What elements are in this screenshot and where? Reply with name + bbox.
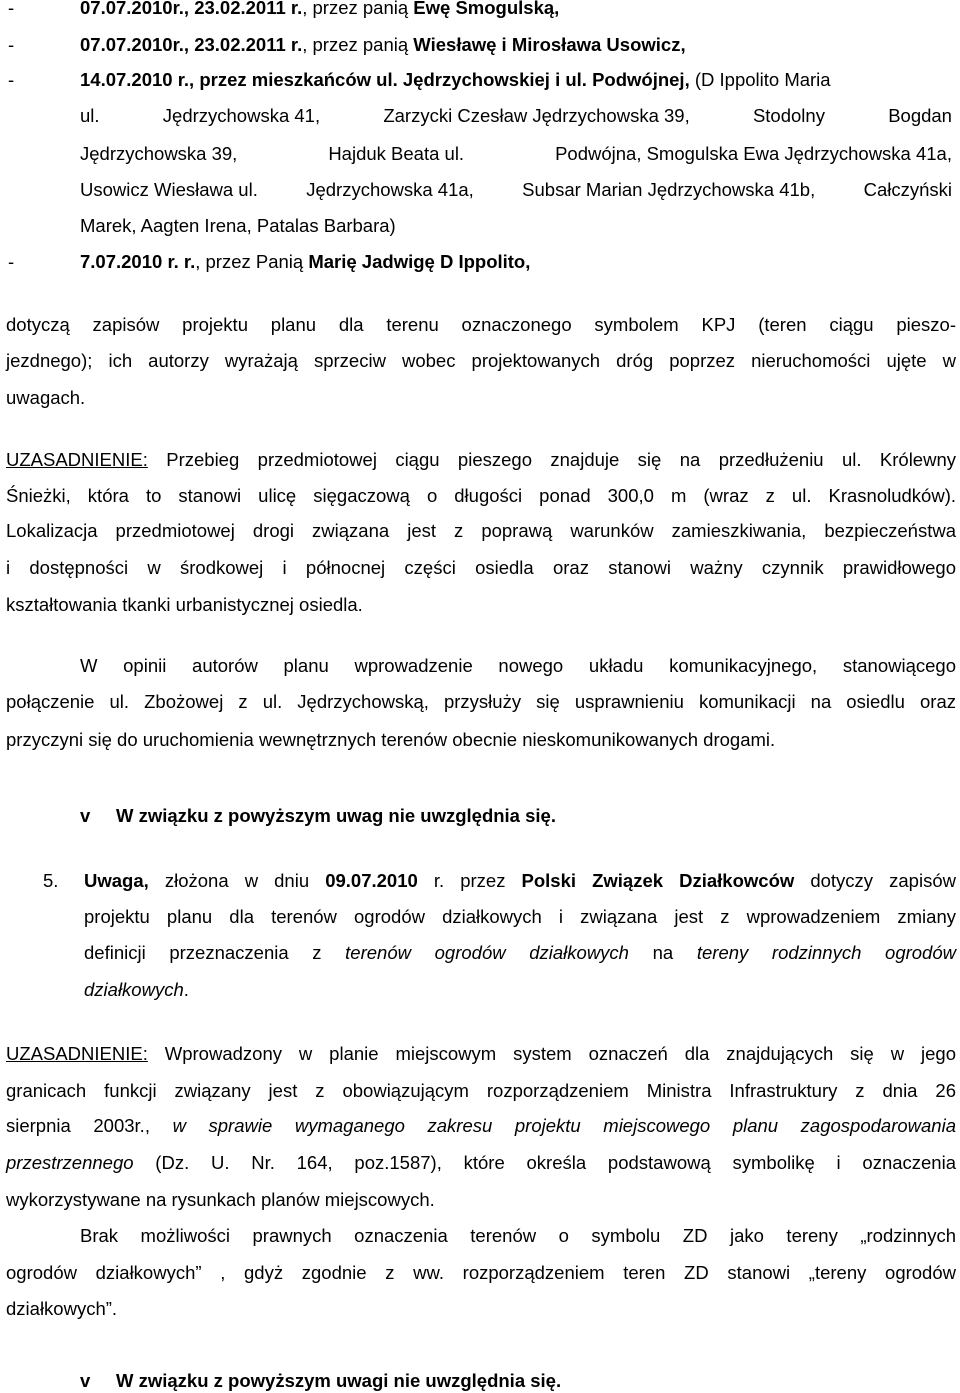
justification-line: sierpnia 2003r., w sprawie wymaganego zakresu projektu miejscowego planu zagospodarowania (6, 1115, 956, 1136)
paragraph-line: połączenie ul. Zbożowej z ul. Jędrzychowską, przysłuży się usprawnieniu komunikacji na osiedlu oraz (6, 691, 956, 712)
dates-text: 07.07.2010r., 23.02.2011 r. (80, 0, 303, 18)
connector-text: , przez panią (302, 34, 414, 55)
list-dash: - (8, 251, 15, 272)
list-dash: - (8, 0, 15, 18)
bullet-v: v (80, 1370, 91, 1391)
item5-line: działkowych. (84, 979, 189, 1000)
conclusion (80, 1369, 960, 1393)
justification-label: UZASADNIENIE: (6, 449, 148, 470)
justification-line: Śnieżki, która to stanowi ulicę sięgaczową o długości ponad 300,0 m (wraz z ul. Krasnoludków). (6, 485, 956, 506)
residents-heading: 14.07.2010 r., przez mieszkańców ul. Jędrzychowskiej i ul. Podwójnej, (80, 69, 690, 90)
person-name: Wiesławę i Mirosława Usowicz, (413, 34, 686, 55)
dates-text: 07.07.2010r., 23.02.2011 r. (80, 34, 303, 55)
paragraph-line: przyczyni się do uruchomienia wewnętrznych terenów obecnie nieskomunikowanych drogami. (6, 729, 776, 750)
paragraph-line: dotyczą zapisów projektu planu dla terenu oznaczonego symbolem KPJ (teren ciągu pieszo- (6, 314, 956, 335)
paragraph-line: ogrodów działkowych” , gdyż zgodnie z ww. rozporządzeniem teren ZD stanowi „tereny ogrodów (6, 1262, 956, 1283)
paragraph-line: jezdnego); ich autorzy wyrażają sprzeciw wobec projektowanych dróg poprzez nieruchomości ujęte w (6, 350, 956, 371)
conclusion (80, 804, 960, 828)
residents-line: Jędrzychowska 39, Hajduk Beata ul. Podwójna, Smogulska Ewa Jędrzychowska 41a, (80, 143, 952, 164)
conclusion-text: W związku z powyższym uwagi nie uwzględnia się. (116, 1370, 562, 1391)
residents-start: (D Ippolito Maria (689, 69, 831, 90)
paragraph-line: działkowych”. (6, 1298, 118, 1319)
person-name: Marię Jadwigę D Ippolito, (308, 251, 531, 272)
item-number: 5. (43, 870, 59, 891)
justification-line: kształtowania tkanki urbanistycznej osiedla. (6, 594, 363, 615)
residents-line: ul. Jędrzychowska 41, Zarzycki Czesław Jędrzychowska 39, Stodolny Bogdan (80, 105, 952, 126)
paragraph-line: Brak możliwości prawnych oznaczenia terenów o symbolu ZD jako tereny „rodzinnych (80, 1225, 956, 1246)
item5-line: Uwaga, złożona w dniu 09.07.2010 r. przez Polski Związek Działkowców dotyczy zapisów (84, 870, 956, 891)
residents-line: Marek, Aagten Irena, Patalas Barbara) (80, 215, 396, 236)
justification-line: i dostępności w środkowej i północnej części osiedla oraz stanowi ważny czynnik prawidłowego (6, 557, 956, 578)
dates-text: 7.07.2010 r. r. (80, 251, 196, 272)
residents-line: Usowicz Wiesława ul. Jędrzychowska 41a, Subsar Marian Jędrzychowska 41b, Całczyński (80, 179, 952, 200)
person-name: Ewę Smogulską, (413, 0, 560, 18)
justification-line: Lokalizacja przedmiotowej drogi związana jest z poprawą warunków zamieszkiwania, bezpieczeństwa (6, 520, 956, 541)
bullet-v: v (80, 805, 91, 826)
conclusion-text: W związku z powyższym uwag nie uwzględnia się. (116, 805, 556, 826)
connector-text: , przez Panią (195, 251, 309, 272)
list-dash: - (8, 69, 15, 90)
item5-line: projektu planu dla terenów ogrodów działkowych i związana jest z wprowadzeniem zmiany (84, 906, 956, 927)
item5-line: definicji przeznaczenia z terenów ogrodów działkowych na tereny rodzinnych ogrodów (84, 942, 956, 963)
paragraph-line: uwagach. (6, 387, 86, 408)
connector-text: , przez panią (302, 0, 414, 18)
paragraph-line: W opinii autorów planu wprowadzenie nowego układu komunikacyjnego, stanowiącego (80, 655, 956, 676)
justification-line: UZASADNIENIE: Wprowadzony w planie miejscowym system oznaczeń dla znajdujących się w jego (6, 1043, 956, 1064)
justification-line: granicach funkcji związany jest z obowiązującym rozporządzeniem Ministra Infrastruktury z dnia 26 (6, 1080, 956, 1101)
list-dash: - (8, 34, 15, 55)
justification-line: przestrzennego (Dz. U. Nr. 164, poz.1587), które określa podstawową symbolikę i oznaczenia (6, 1152, 956, 1173)
justification-line: UZASADNIENIE: Przebieg przedmiotowej ciągu pieszego znajduje się na przedłużeniu ul. Królewny (6, 449, 956, 470)
justification-line: wykorzystywane na rysunkach planów miejscowych. (6, 1189, 435, 1210)
justification-label: UZASADNIENIE: (6, 1043, 148, 1064)
